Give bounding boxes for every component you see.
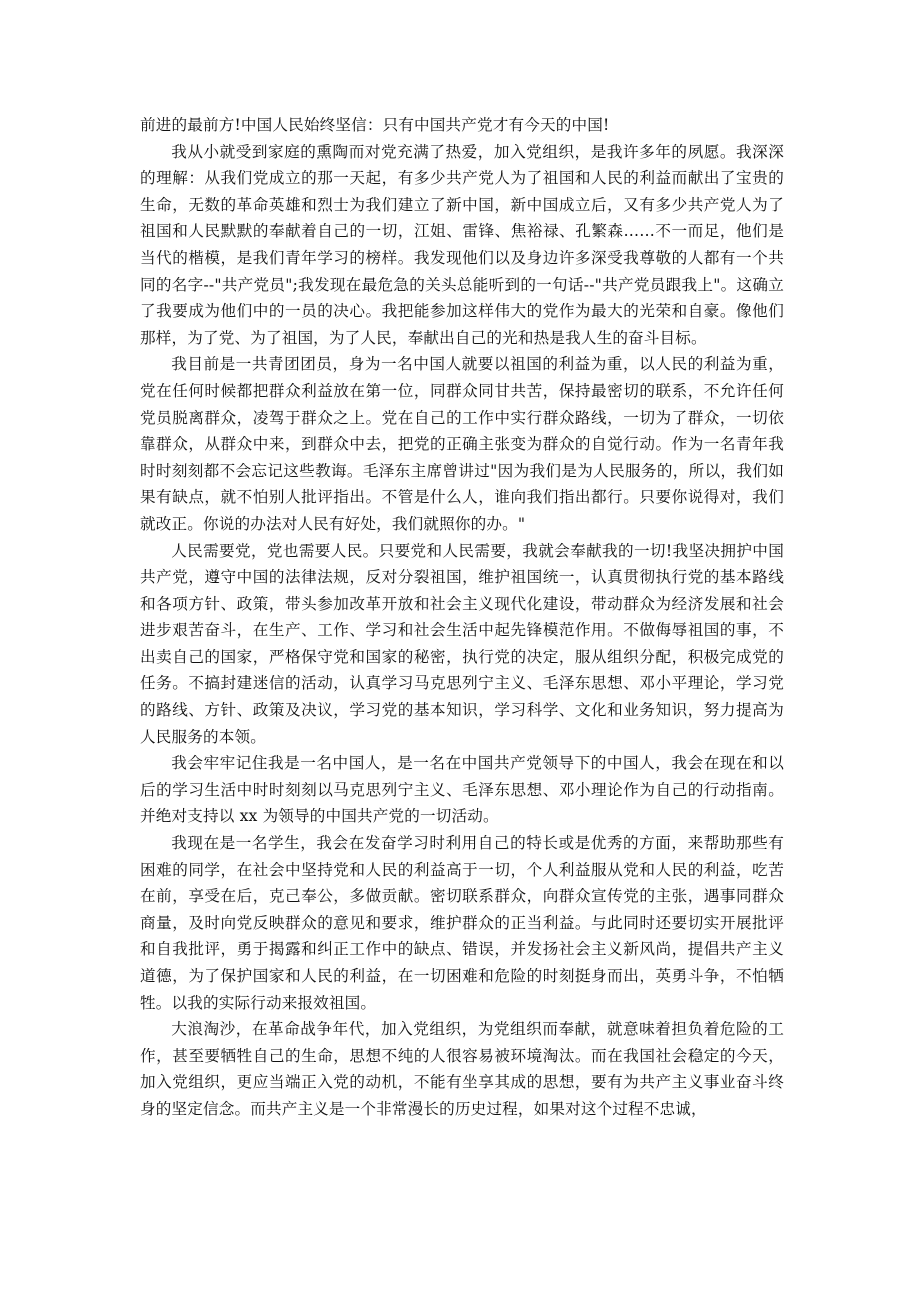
- paragraph-2: 我从小就受到家庭的熏陶而对党充满了热爱，加入党组织，是我许多年的夙愿。我深深的理解：从我们党成立的那一天起，有多少共产党人为了祖国和人民的利益而献出了宝贵的生命，无数的革命英雄和烈士为我们建立了新中国，新中国成立后，又有多少共产党人为了祖国和人民默默的奉献着自己的一切，江姐、雷锋、焦裕禄、孔繁森……不一而足，他们是当代的楷模，是我们青年学习的榜样。我发现他们以及身边许多深受我尊敬的人都有一个共同的名字--"共产党员";我发现在最危急的关头总能听到的一句话--"共产党员跟我上"。这确立了我要成为他们中的一员的决心。我把能参加这样伟大的党作为最大的光荣和自豪。像他们那样，为了党、为了祖国，为了人民，奉献出自己的光和热是我人生的奋斗目标。: [140, 142, 784, 347]
- paragraph-4: 人民需要党，党也需要人民。只要党和人民需要，我就会奉献我的一切!我坚决拥护中国共产党，遵守中国的法律法规，反对分裂祖国，维护祖国统一，认真贯彻执行党的基本路线和各项方针、政策，带头参加改革开放和社会主义现代化建设，带动群众为经济发展和社会进步艰苦奋斗，在生产、工作、学习和社会生活中起先锋模范作用。不做侮辱祖国的事，不出卖自己的国家，严格保守党和国家的秘密，执行党的决定，服从组织分配，积极完成党的任务。不搞封建迷信的活动，认真学习马克思列宁主义、毛泽东思想、邓小平理论，学习党的路线、方针、政策及决议，学习党的基本知识，学习科学、文化和业务知识，努力提高为人民服务的本领。: [140, 541, 784, 746]
- paragraph-7: 大浪淘沙，在革命战争年代，加入党组织，为党组织而奉献，就意味着担负着危险的工作，甚至要牺牲自己的生命，思想不纯的人很容易被环境淘汰。而在我国社会稳定的今天，加入党组织，更应当端正入党的动机，不能有坐享其成的思想，要有为共产主义事业奋斗终身的坚定信念。而共产主义是一个非常漫长的历史过程，如果对这个过程不忠诚，: [140, 1020, 784, 1118]
- paragraph-3: 我目前是一共青团团员，身为一名中国人就要以祖国的利益为重，以人民的利益为重，党在任何时候都把群众利益放在第一位，同群众同甘共苦，保持最密切的联系，不允许任何党员脱离群众，凌驾于群众之上。党在自己的工作中实行群众路线，一切为了群众，一切依靠群众，从群众中来，到群众中去，把党的正确主张变为群众的自觉行动。作为一名青年我时时刻刻都不会忘记这些教诲。毛泽东主席曾讲过"因为我们是为人民服务的，所以，我们如果有缺点，就不怕别人批评指出。不管是什么人，谁向我们指出都行。只要你说得对，我们就改正。你说的办法对人民有好处，我们就照你的办。": [140, 355, 784, 533]
- document-page: [140, 112, 784, 1123]
- paragraph-6: 我现在是一名学生，我会在发奋学习时利用自己的特长或是优秀的方面，来帮助那些有困难的同学，在社会中坚持党和人民的利益高于一切，个人利益服从党和人民的利益，吃苦在前，享受在后，克己奉公，多做贡献。密切联系群众，向群众宣传党的主张，遇事同群众商量，及时向党反映群众的意见和要求，维护群众的正当利益。与此同时还要切实开展批评和自我批评，勇于揭露和纠正工作中的缺点、错误，并发扬社会主义新风尚，提倡共产主义道德，为了保护国家和人民的利益，在一切困难和危险的时刻挺身而出，英勇斗争，不怕牺牲。以我的实际行动来报效祖国。: [140, 834, 784, 1012]
- paragraph-5: 我会牢牢记住我是一名中国人，是一名在中国共产党领导下的中国人，我会在现在和以后的学习生活中时时刻刻以马克思列宁主义、毛泽东思想、邓小理论作为自己的行动指南。并绝对支持以 xx 为领导的中国共产党的一切活动。: [140, 754, 784, 826]
- paragraph-1: 前进的最前方!中国人民始终坚信：只有中国共产党才有今天的中国!: [140, 116, 610, 134]
